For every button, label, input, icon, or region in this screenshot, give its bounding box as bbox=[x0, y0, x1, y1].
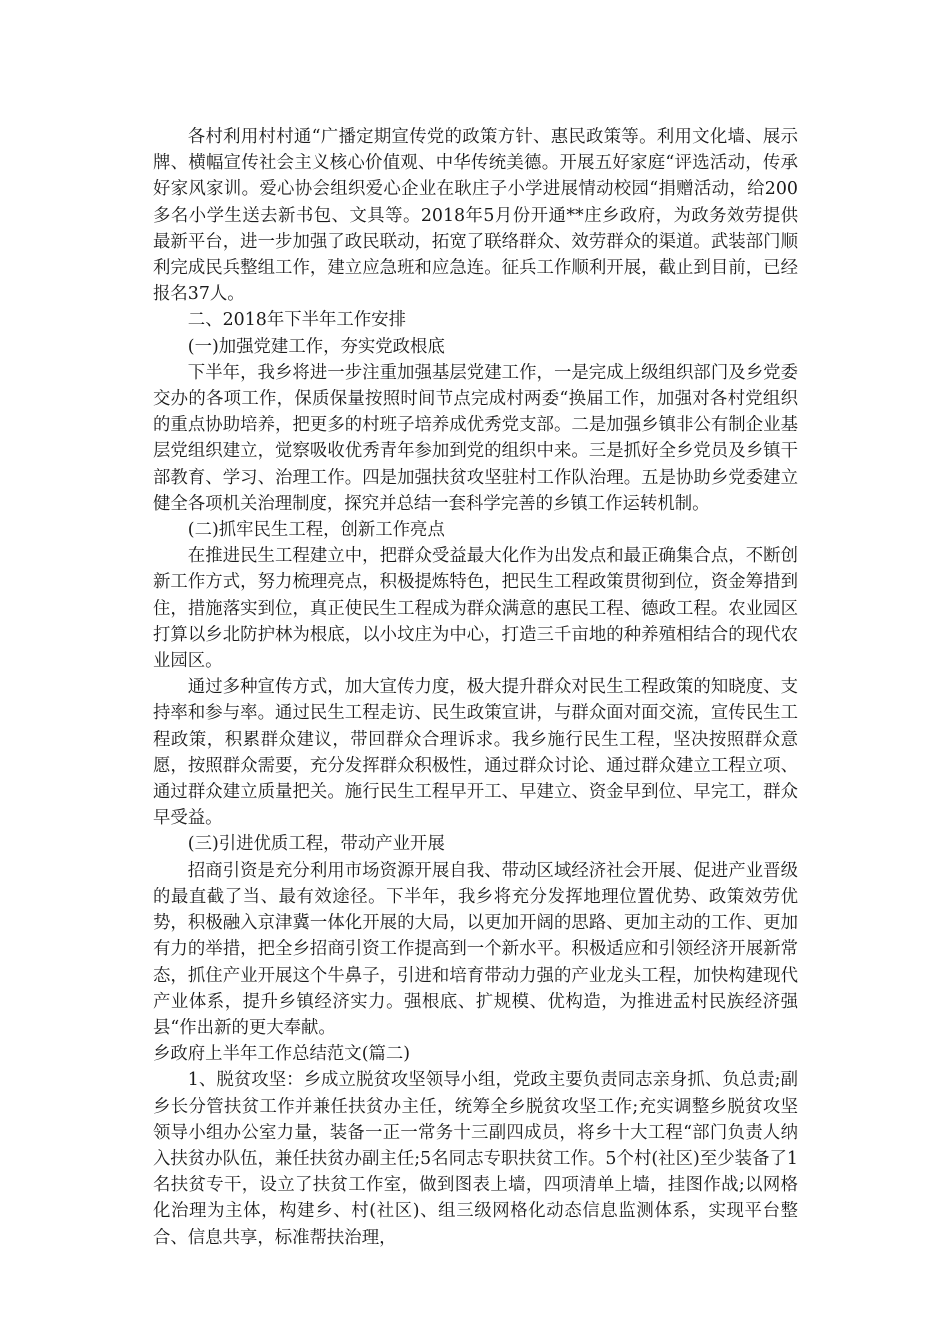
article-title-part-two: 乡政府上半年工作总结范文(篇二) bbox=[153, 1044, 411, 1065]
paragraph-publicity-methods: 通过多种宣传方式，加大宣传力度，极大提升群众对民生工程政策的知晓度、支持率和参与率。通过民生工程走访、民生政策宣讲，与群众面对面交流，宣传民生工程政策，积累群众建议，带回群众合理诉求。我乡施行民生工程，坚决按照群众意愿，按照群众需要，充分发挥群众积极性，通过群众讨论、通过群众建立工程立项、通过群众建立质量把关。施行民生工程早开工、早建立、资金早到位、早完工，群众早受益。 bbox=[153, 677, 798, 829]
paragraph-party-building: 下半年，我乡将进一步注重加强基层党建工作，一是完成上级组织部门及乡党委交办的各项工作，保质保量按照时间节点完成村两委“换届工作，加强对各村党组织的重点协助培养，把更多的村班子培养成优秀党支部。二是加强乡镇非公有制企业基层党组织建立，觉察吸收优秀青年参加到党的组织中来。三是抓好全乡党员及乡镇干部教育、学习、治理工作。四是加强扶贫攻坚驻村工作队治理。五是协助乡党委建立健全各项机关治理制度，探究并总结一套科学完善的乡镇工作运转机制。 bbox=[153, 362, 798, 514]
paragraph-poverty-alleviation: 1、脱贫攻坚：乡成立脱贫攻坚领导小组，党政主要负责同志亲身抓、负总责;副乡长分管扶贫工作并兼任扶贫办主任，统筹全乡脱贫攻坚工作;充实调整乡脱贫攻坚领导小组办公室力量，装备一正一常务十三副四成员，将乡十大工程“部门负责人纳入扶贫办队伍，兼任扶贫办副主任;5名同志专职扶贫工作。5个村(社区)至少装备了1名扶贫专干，设立了扶贫工作室，做到图表上墙，四项清单上墙，挂图作战;以网格化治理为主体，构建乡、村(社区)、组三级网格化动态信息监测体系，实现平台整合、信息共享，标准帮扶治理， bbox=[153, 1070, 798, 1248]
subheading-quality-projects: (三)引进优质工程，带动产业开展 bbox=[187, 834, 445, 855]
section-heading-2018-plan: 二、2018年下半年工作安排 bbox=[187, 310, 406, 331]
subheading-livelihood-projects: (二)抓牢民生工程，创新工作亮点 bbox=[187, 520, 445, 541]
paragraph-village-publicity: 各村利用村村通“广播定期宣传党的政策方针、惠民政策等。利用文化墙、展示牌、横幅宣传社会主义核心价值观、中华传统美德。开展五好家庭“评选活动，传承好家风家训。爱心协会组织爱心企业在耿庄子小学进展情动校园“捐赠活动，给200多名小学生送去新书包、文具等。2018年5月份开通**庄乡政府，为政务效劳提供最新平台，进一步加强了政民联动，拓宽了联络群众、效劳群众的渠道。武装部门顺利完成民兵整组工作，建立应急班和应急连。征兵工作顺利开展，截止到目前，已经报名37人。 bbox=[153, 127, 798, 305]
paragraph-investment: 招商引资是充分利用市场资源开展自我、带动区域经济社会开展、促进产业晋级的最直截了当、最有效途径。下半年，我乡将充分发挥地理位置优势、政策效劳优势，积极融入京津冀一体化开展的大局，以更加开阔的思路、更加主动的工作、更加有力的举措，把全乡招商引资工作提高到一个新水平。积极适应和引领经济开展新常态，抓住产业开展这个牛鼻子，引进和培育带动力强的产业龙头工程，加快构建现代产业体系，提升乡镇经济实力。强根底、扩规模、优构造，为推进孟村民族经济强县“作出新的更大奉献。 bbox=[153, 860, 798, 1038]
paragraph-livelihood-projects: 在推进民生工程建立中，把群众受益最大化作为出发点和最正确集合点，不断创新工作方式，努力梳理亮点，积极提炼特色，把民生工程政策贯彻到位，资金筹措到住，措施落实到位，真正使民生工程成为群众满意的惠民工程、德政工程。农业园区打算以乡北防护林为根底，以小坟庄为中心，打造三千亩地的种养殖相结合的现代农业园区。 bbox=[153, 546, 798, 672]
document-body bbox=[153, 124, 798, 1251]
subheading-party-building: (一)加强党建工作，夯实党政根底 bbox=[187, 336, 445, 357]
